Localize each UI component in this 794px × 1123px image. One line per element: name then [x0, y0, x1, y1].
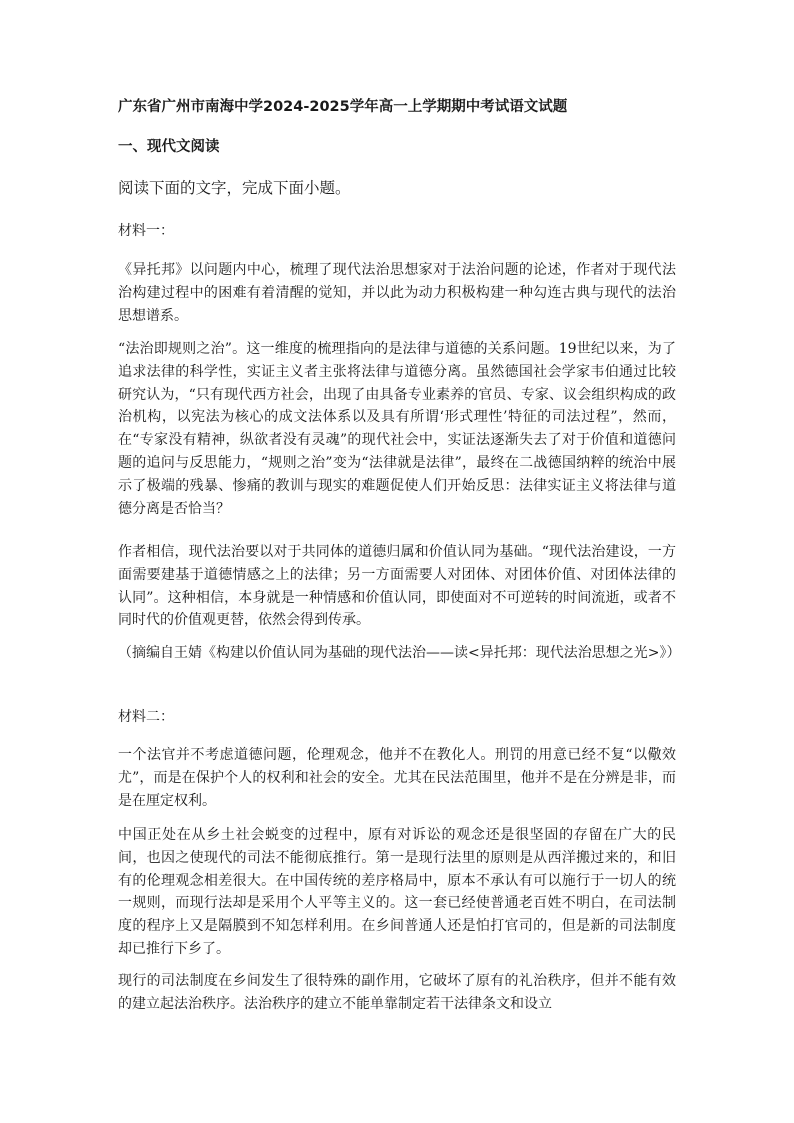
material-one-source: （摘编自王婧《构建以价值认同为基础的现代法治——读<异托邦：现代法治思想之光>》） — [118, 645, 681, 661]
document-title: 广东省广州市南海中学2024-2025学年高一上学期期中考试语文试题 — [118, 99, 568, 115]
material-two-paragraph-2: 中国正处在从乡土社会蜕变的过程中，原有对诉讼的观念还是很坚固的存留在广大的民间，也因之使现代的司法不能彻底推行。第一是现行法里的原则是从西洋搬过来的，和旧有的伦理观念相差很大。在中国传统的差序格局中，原本不承认有可以施行于一切人的统一规则，而现行法却是采用个人平等主义的。这一套已经使普通老百姓不明白，在司法制度的程序上又是隔膜到不知怎样利用。在乡间普通人还是怕打官司的，但是新的司法制度却已推行下乡了。 — [118, 827, 676, 957]
material-one-label: 材料一： — [118, 223, 174, 239]
material-two-label: 材料二： — [118, 709, 174, 725]
material-one-paragraph-1: 《异托邦》以问题内中心，梳理了现代法治思想家对于法治问题的论述，作者对于现代法治构建过程中的困难有着清醒的觉知，并以此为动力积极构建一种勾连古典与现代的法治思想谱系。 — [118, 262, 676, 324]
material-two-paragraph-3: 现行的司法制度在乡间发生了很特殊的副作用，它破坏了原有的礼治秩序，但并不能有效的建立起法治秩序。法治秩序的建立不能单靠制定若干法律条文和设立 — [118, 973, 676, 1012]
material-one-paragraph-3: 作者相信，现代法治要以对于共同体的道德归属和价值认同为基础。“现代法治建设，一方面需要建基于道德情感之上的法律；另一方面需要人对团体、对团体价值、对团体法律的认同”。这种相信，本身就是一种情感和价值认同，即使面对不可逆转的时间流逝，或者不同时代的价值观更替，依然会得到传承。 — [118, 544, 676, 629]
instruction-text: 阅读下面的文字，完成下面小题。 — [118, 179, 351, 197]
material-one-paragraph-2: “法治即规则之治”。这一维度的梳理指向的是法律与道德的关系问题。19世纪以来，为了追求法律的科学性，实证主义者主张将法律与道德分离。虽然德国社会学家韦伯通过比较研究认为，“只有现代西方社会，出现了由具备专业素养的官员、专家、议会组织构成的政治机构，以宪法为核心的成文法体系以及具有所谓‘形式理性’特征的司法过程”，然而，在“专家没有精神，纵欲者没有灵魂”的现代社会中，实证法逐渐失去了对于价值和道德问题的追问与反思能力，“规则之治”变为“法律就是法律”，最终在二战德国纳粹的统治中展示了极端的残暴、惨痛的教训与现实的难题促使人们开始反思：法律实证主义将法律与道德分离是否恰当？ — [118, 341, 676, 517]
material-two-paragraph-1: 一个法官并不考虑道德问题，伦理观念，他并不在教化人。刑罚的用意已经不复“以儆效尤”，而是在保护个人的权利和社会的安全。尤其在民法范围里，他并不是在分辨是非，而是在厘定权利。 — [118, 747, 676, 809]
section-heading: 一、现代文阅读 — [118, 139, 220, 155]
